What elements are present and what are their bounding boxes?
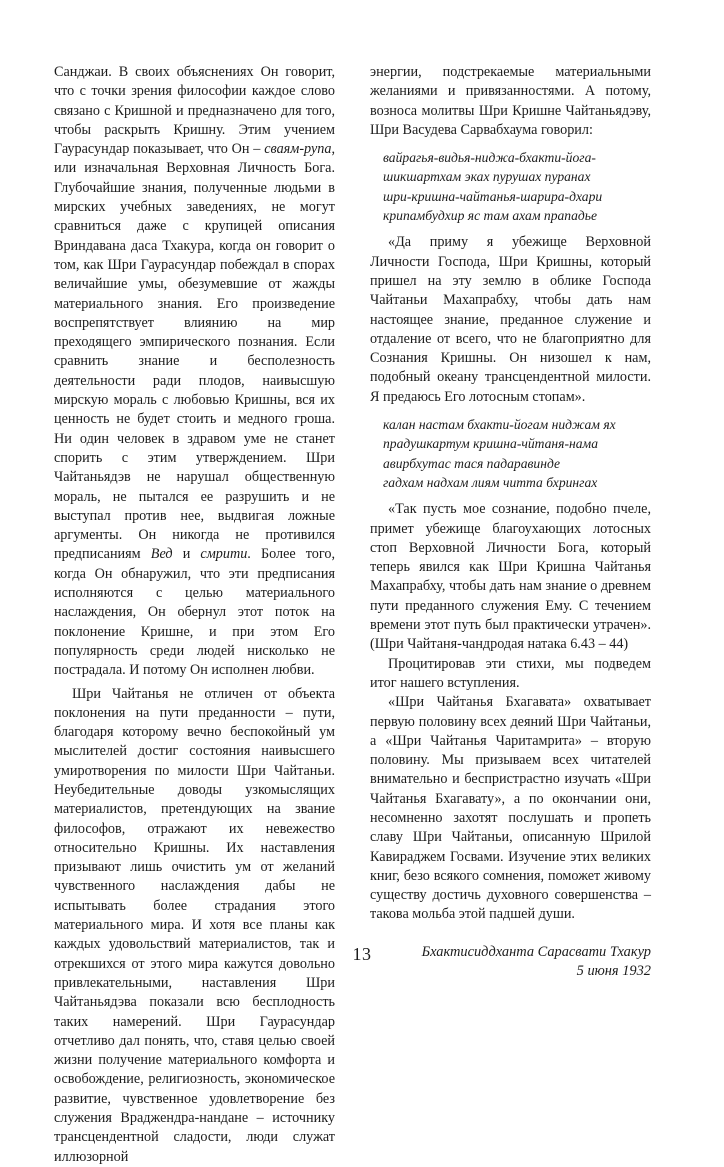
verse-line: шикшартхам эках пурушах пуранах	[383, 169, 591, 185]
verse-line: крипамбудхир яс там ахам прападье	[383, 208, 597, 224]
italic-term: сваям-рупа	[264, 141, 332, 158]
text-run: и	[172, 546, 201, 563]
verse-line: вайрагья-видья-ниджа-бхакти-йога-	[383, 150, 596, 166]
text-run: . Более того, когда Он обнаружил, что эти предписания исполняются с целью материального наслаждения, Он обернул этот поток на поклонение Кришне, и при этом Его популярность среди людей нисколько не пострадала. И потому Он исполнен любви.	[54, 546, 336, 679]
sanskrit-verse-2	[370, 415, 651, 492]
verse-line: авирбхутас тася падаравинде	[383, 455, 561, 471]
text-run: Санджаи. В своих объяснениях Он говорит, что с точки зрения философии каждое слово связано с Кришной и предназначено для того, чтобы раскрыть Кришну. Этим учением Гаурасундар показывает, что Он –	[54, 64, 335, 158]
italic-term: Вед	[150, 546, 173, 563]
left-paragraph-1	[54, 63, 335, 681]
verse-line: прадушкартум кришна-чйтаня-нама	[383, 436, 599, 452]
left-column	[54, 63, 335, 1167]
right-paragraph-5: «Шри Чайтанья Бхагавата» охватывает первую половину всех деяний Шри Чайтаньи, а «Шри Чайтанья Чаритамрита» – вторую половину. Мы призываем всех читателей внимательно и беспристрастно изучать «Шри Чайтанья Бхагавату», а по окончании они, несомненно захотят послушать и пропеть славу Шри Чайтаньи, описанную Шрилой Кавираджем Госвами. Изучение этих великих книг, безо всякого сомнения, поможет живому существу достичь духовного совершенства – такова мольба этой падшей души.	[370, 694, 651, 923]
text-run: , или изначальная Верховная Личность Бога. Глубочайшие знания, полученные людьми в мирских учебных заведениях, не могут сравниться даже с крупицей описания Вриндавана даса Тхакура, когда он говорит о том, как Шри Гаурасундар побеждал в спорах величайшие умы, обезумевшие от жажды материального знания. Его произведение воспрепятствует влиянию на мир преходящего эмпирического познания. Если сравнить знание и бесполезность деятельности ради плодов, наивысшую мирскую мораль с любовью Кришны, вся их ценность не будет стоить и медного гроша. Ни один человек в здравом уме не станет спорить с этим утверждением. Шри Чайтаньядэв не нарушал общественную мораль, не пытался ее разрушить и не выступал против нее, выдвигая ложные аргументы. Он никогда не противился предписаниям	[54, 141, 335, 563]
italic-term: смрити	[200, 546, 248, 563]
sanskrit-verse-1	[370, 148, 651, 225]
right-paragraph-2: «Да приму я убежище Верховной Личности Господа, Шри Кришны, который пришел на эту землю в облике Господа Чайтаньи Махапрабху, чтобы дать нам настоящее знание, преданное служение и отдаление от всего, что не благоприятно для Сознания Кришны. Он низошел к нам, подобный океану трансцендентной милости. Я предаюсь Его лотосным стопам».	[370, 234, 651, 405]
right-paragraph-3: «Так пусть мое сознание, подобно пчеле, примет убежище благоухающих лотосных стоп Верховной Личности Бога, который теперь явился как Шри Кришна Чайтанья Махапрабху, чтобы дать нам знание о древнем пути преданного служения Ему. С течением времени этот путь был практически утрачен». (Шри Чайтаня-чандродая натака 6.43 – 44)	[370, 501, 651, 653]
verse-line: гадхам надхам лиям читта бхрингах	[383, 474, 598, 490]
signature-name: Бхактисиддханта Сарасвати Тхакур	[421, 943, 651, 960]
left-paragraph-2: Шри Чайтанья не отличен от объекта поклонения на пути преданности – пути, благодаря которому вечно беспокойный ум мыслителей достиг состояния наивысшего умиротворения по милости Шри Чайтаньи. Неубедительные доводы узкомыслящих материалистов, претендующих на звание философов, отражают их невежество относительно Кришны. Их наставления призывают лишь очистить ум от желаний чувственного наслаждения дабы не испытывать более страдания этого материального мира. И хотя все планы как каждых удовольствий материалистов, так и отрекшихся от этого мира кажутся довольно привлекательными, наставления Шри Чайтаньядэва показали всю бесплодность таких намерений. Шри Гаурасундар отчетливо дал понять, что, ставя целью своей жизни получение материального комфорта и освобождение, религиозность, экономическое развитие, чувственное удовлетворение без служения Враджендра-нандане – источнику трансцендентной сладости, люди служат иллюзорной	[54, 685, 335, 1165]
signature-date: 5 июня 1932	[576, 963, 651, 980]
right-paragraph-1: энергии, подстрекаемые материальными желаниями и привязанностями. А потому, возноса молитвы Шри Кришне Чайтаньядэву, Шри Васудева Сарвабхаума говорил:	[370, 64, 651, 138]
right-paragraph-4: Процитировав эти стихи, мы подведем итог нашего вступления.	[370, 655, 651, 691]
right-column	[370, 63, 651, 981]
page-number: 13	[352, 944, 372, 964]
verse-line: калан настам бхакти-йогам ниджам ях	[383, 417, 616, 433]
verse-line: шри-кришна-чайтанья-шарира-дхари	[383, 188, 603, 204]
